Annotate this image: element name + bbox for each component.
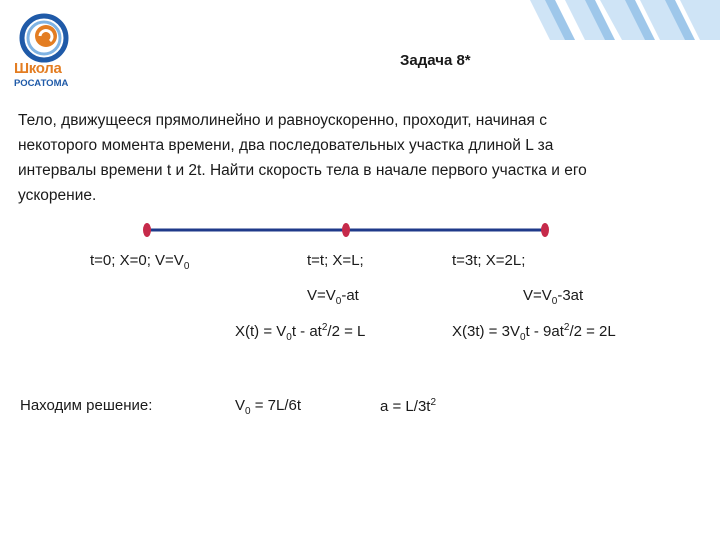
- problem-line-1: Тело, движущееся прямолинейно и равноускоренно, проходит, начиная с: [18, 112, 548, 129]
- point-label-start-text: t=0; X=0; V=V: [90, 252, 184, 269]
- solution-label: Находим решение:: [20, 397, 153, 414]
- eq2-part-a: X(3t) = 3V: [452, 323, 520, 340]
- timeline-diagram: [140, 220, 560, 240]
- eq2-part-c: /2 = 2L: [569, 323, 616, 340]
- timeline-point-start: [143, 223, 151, 237]
- solution-acceleration: [380, 397, 436, 415]
- point-label-end: t=3t; X=2L;: [452, 252, 526, 269]
- problem-line-4: ускорение.: [18, 187, 97, 204]
- problem-line-2: некоторого момента времени, два последовательных участка длиной L за: [18, 137, 554, 154]
- eq1-part-a: X(t) = V: [235, 323, 287, 340]
- eq1-part-c: /2 = L: [327, 323, 366, 340]
- eq1-part-b: t - at: [291, 323, 322, 340]
- velocity-middle: [307, 287, 359, 307]
- velocity-end: [523, 287, 583, 307]
- logo-org: РОСАТОМА: [14, 78, 69, 89]
- solution-v0-part-a: V: [235, 397, 246, 414]
- header-stripes-decoration: [380, 0, 720, 40]
- velocity-end-post: -3at: [557, 287, 584, 304]
- solution-v0: [235, 397, 301, 417]
- superscript: 2: [321, 322, 328, 333]
- timeline-point-middle: [342, 223, 350, 237]
- velocity-middle-post: -at: [341, 287, 359, 304]
- page-title: Задача 8*: [400, 52, 471, 69]
- equation-second: [452, 322, 616, 343]
- subscript: 0: [286, 332, 292, 343]
- eq2-part-b: t - 9at: [525, 323, 564, 340]
- problem-line-3: интервалы времени t и 2t. Найти скорость тела в начале первого участка и его: [18, 162, 587, 179]
- logo-name: Школа: [14, 60, 62, 77]
- solution-v0-part-b: = 7L/6t: [250, 397, 302, 414]
- equation-first: [235, 322, 365, 343]
- timeline-point-end: [541, 223, 549, 237]
- point-label-start: [90, 252, 189, 272]
- superscript: 2: [430, 397, 437, 408]
- subscript: 0: [335, 296, 342, 307]
- subscript: 0: [245, 406, 251, 417]
- velocity-end-pre: V=V: [523, 287, 552, 304]
- velocity-middle-pre: V=V: [307, 287, 336, 304]
- subscript: 0: [551, 296, 558, 307]
- problem-statement: [18, 108, 708, 208]
- point-label-middle: t=t; X=L;: [307, 252, 364, 269]
- solution-acc-part-a: a = L/3t: [380, 398, 431, 415]
- superscript: 2: [563, 322, 570, 333]
- subscript: 0: [183, 261, 190, 272]
- subscript: 0: [519, 332, 526, 343]
